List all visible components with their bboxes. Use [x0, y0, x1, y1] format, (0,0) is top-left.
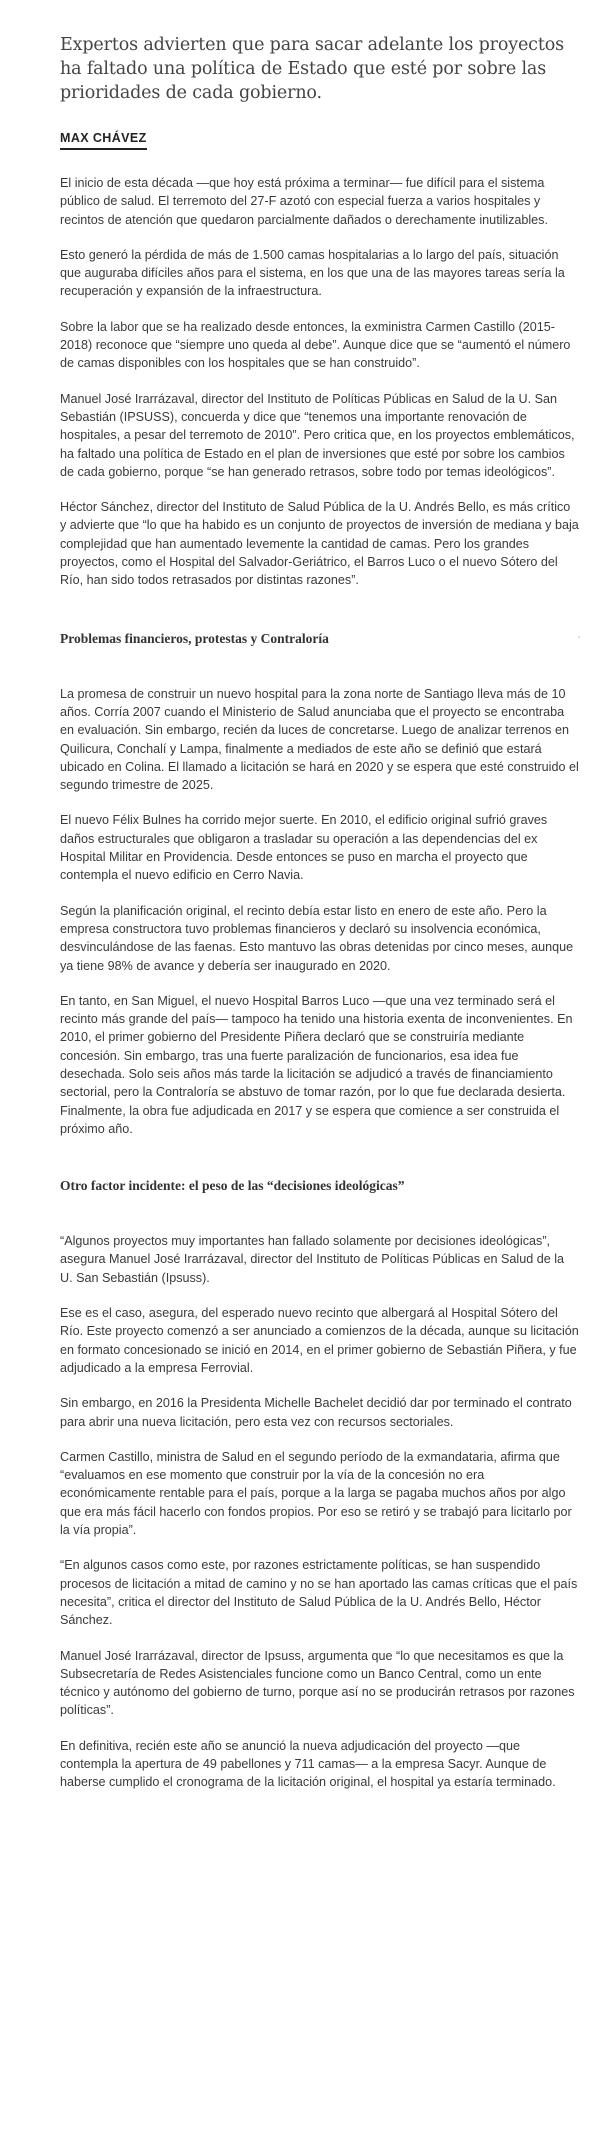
section-heading — [60, 630, 580, 648]
paragraph: Héctor Sánchez, director del Instituto de Salud Pública de la U. Andrés Bello, es más crítico y advierte que “lo que ha habido es un conjunto de proyectos de inversión de mediana y baja complejidad que han aumentado levemente la cantidad de camas. Pero los grandes proyectos, como el Hospital del Salvador-Geriátrico, el Barros Luco o el nuevo Sótero del Río, han sido todos retrasados por distintas razones”. — [60, 500, 579, 588]
paragraph: En definitiva, recién este año se anunció la nueva adjudicación del proyecto —que contempla la apertura de 49 pabellones y 711 camas— a la empresa Sacyr. Aunque de haberse cumplido el cronograma de la licitación original, el hospital ya estaría terminado. — [60, 1738, 556, 1790]
paragraph: El inicio de esta década —que hoy está próxima a terminar— fue difícil para el sistema público de salud. El terremoto del 27-F azotó con especial fuerza a varios hospitales y recintos de atención que quedaron parcialmente dañados o derechamente inutilizables. — [60, 176, 548, 227]
paragraph: La promesa de construir un nuevo hospital para la zona norte de Santiago lleva más de 10 años. Corría 2007 cuando el Ministerio de Salud anunciaba que el proyecto se encontraba en evaluación. Sin embargo, recién da luces de concretarse. Luego de analizar terrenos en Quilicura, Conchalí y Lampa, finalmente a mediados de este año se definió que estará ubicado en Colina. El llamado a licitación se hará en 2020 y se espera que esté construido el segundo trimestre de 2025. — [60, 686, 579, 793]
paragraph: Según la planificación original, el recinto debía estar listo en enero de este año. Pero la empresa constructora tuvo problemas financieros y declaró su insolvencia económica, desvinculándose de las faenas. Esto mantuvo las obras detenidas por cinco meses, aunque ya tiene 98% de avance y debería ser inaugurado en 2020. — [60, 903, 574, 973]
byline — [60, 129, 580, 153]
section-heading — [60, 1177, 580, 1195]
author-name[interactable]: MAX CHÁVEZ — [60, 131, 147, 150]
paragraph: Esto generó la pérdida de más de 1.500 camas hospitalarias a lo largo del país, situación que auguraba difíciles años para el sistema, en los que una de las mayores tareas sería la recuperación y expansión de la infraestructura. — [60, 247, 565, 299]
paragraph: “En algunos casos como este, por razones estrictamente políticas, se han suspendido procesos de licitación a mitad de camino y no se han aportado las camas críticas que el país necesita”, critica el director del Instituto de Salud Pública de la U. Andrés Bello, Héctor Sánchez. — [60, 1558, 578, 1628]
paragraph: Manuel José Irarrázaval, director de Ipsuss, argumenta que “lo que necesitamos es que la Subsecretaría de Redes Asistenciales funcione como un Banco Central, como un ente técnico y autónomo del gobierno de turno, porque así no se producirán retrasos por razones políticas”. — [60, 1648, 575, 1718]
article-lead: Expertos advierten que para sacar adelante los proyectos ha faltado una política de Estado que esté por sobre las prioridades de cada gobierno. — [60, 35, 564, 103]
paragraph: Ese es el caso, asegura, del esperado nuevo recinto que albergará al Hospital Sótero del Río. Este proyecto comenzó a ser anunciado a comienzos de la década, aunque su licitación en formato concesionado se inició en 2014, en el primer gobierno de Sebastián Piñera, y fue adjudicado a la empresa Ferrovial. — [60, 1306, 579, 1375]
article — [60, 0, 580, 1792]
section-heading-text: Otro factor incidente: el peso de las “decisiones ideológicas” — [60, 1178, 405, 1194]
paragraph: En tanto, en San Miguel, el nuevo Hospital Barros Luco —que una vez terminado será el recinto más grande del país— tampoco ha tenido una historia exenta de inconvenientes. En 2010, el primer gobierno del Presidente Piñera declaró que se construiría mediante concesión. Sin embargo, tras una fuerte paralización de funcionarios, esa idea fue desechada. Solo seis años más tarde la licitación se adjudicó a través de financiamiento sectorial, pero la Contraloría se abstuvo de tomar razón, por lo que fue declarada desierta. Finalmente, la obra fue adjudicada en 2017 y se espera que comience a ser construida el próximo año. — [60, 993, 573, 1136]
divider-dot — [578, 636, 580, 638]
paragraph: El nuevo Félix Bulnes ha corrido mejor suerte. En 2010, el edificio original sufrió graves daños estructurales que obligaron a trasladar su operación a las dependencias del ex Hospital Militar en Providencia. Desde entonces se puso en marcha el proyecto que contempla el nuevo edificio en Cerro Navia. — [60, 813, 548, 883]
paragraph: Sin embargo, en 2016 la Presidenta Michelle Bachelet decidió dar por terminado el contrato para abrir una nueva licitación, pero esta vez con recursos sectoriales. — [60, 1396, 572, 1429]
paragraph: Carmen Castillo, ministra de Salud en el segundo período de la exmandataria, afirma que “evaluamos en ese momento que construir por la vía de la concesión no era económicamente rentable para el país, porque a la larga se pagaba muchos años por algo que era más fácil hacerlo con fondos propios. Por eso se retiró y se trabajó para licitarlo por la vía propia”. — [60, 1449, 572, 1538]
paragraph: “Algunos proyectos muy importantes han fallado solamente por decisiones ideológicas”, asegura Manuel José Irarrázaval, director del Instituto de Políticas Públicas en Salud de la U. San Sebastián (Ipsuss). — [60, 1234, 565, 1285]
paragraph: Manuel José Irarrázaval, director del Instituto de Políticas Públicas en Salud de la U. San Sebastián (IPSUSS), concuerda y dice que “tenemos una importante renovación de hospitales, a pesar del terremoto de 2010”. Pero critica que, en los proyectos emblemáticos, ha faltado una política de Estado en el plan de inversiones que esté por sobre los cambios de cada gobierno, porque “se han generado retrasos, sobre todo por temas ideológicos”. — [60, 391, 575, 479]
paragraph: Sobre la labor que se ha realizado desde entonces, la exministra Carmen Castillo (2015-2018) reconoce que “siempre uno queda al debe”. Aunque dice que se “aumentó el número de camas disponibles con los hospitales que se han construido”. — [60, 319, 571, 371]
section-heading-text: Problemas financieros, protestas y Contraloría — [60, 630, 329, 646]
